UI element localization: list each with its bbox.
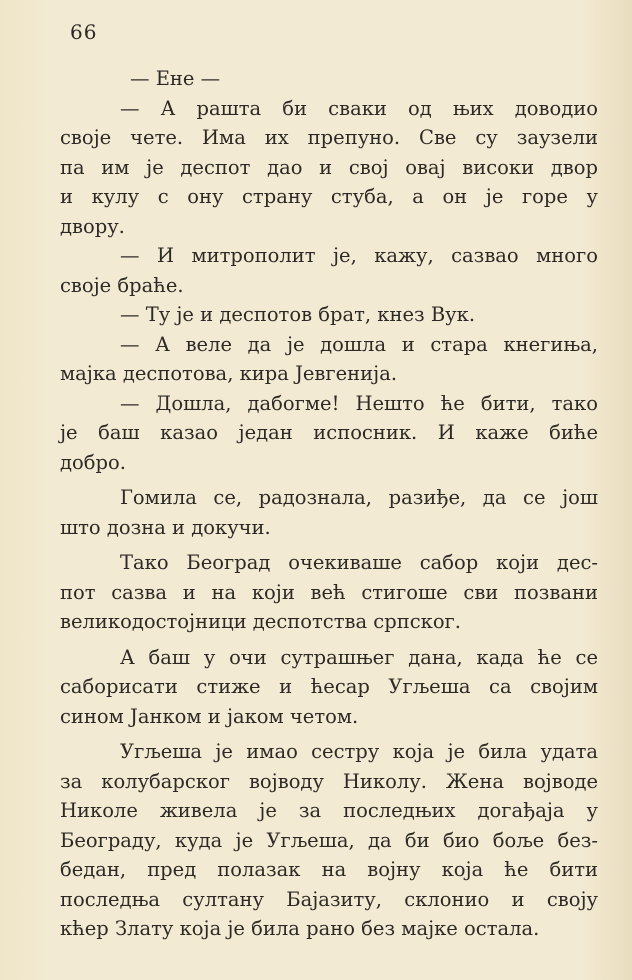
text-line: А баш у очи сутрашњег дана, када ће се <box>120 645 598 669</box>
text-line: па им је деспот дао и свој овај високи двор <box>60 155 598 179</box>
text-line: Гомила се, радознала, разиђе, да се још <box>120 486 598 509</box>
text-line: великодостојници деспотства српског. <box>60 610 461 633</box>
text-line: и кулу с ону страну стуба, а он је горе у <box>60 185 598 208</box>
text-line: — Дошла, дабогме! Нешто ће бити, тако <box>120 391 598 415</box>
text-line: сином Јанком и јаком четом. <box>60 704 359 728</box>
text-line: саборисати стиже и ћесар Угљеша са својим <box>60 675 598 698</box>
text-line: мајка деспотова, кира Јевгенија. <box>60 362 398 385</box>
text-line: двору. <box>60 214 125 238</box>
text-line: своје браће. <box>60 273 184 297</box>
text-line: Угљеша је имао сестру која је била удата <box>120 740 598 763</box>
text-line: — Ене — <box>130 67 221 90</box>
text-line: — И митрополит је, кажу, сазвао много <box>120 244 598 267</box>
text-line: кћер Злату која је била рано без мајке остала. <box>60 917 540 940</box>
text-line: Николе живела је за последњих догађаја у <box>60 799 598 822</box>
text-line: Београду, куда је Угљеша, да би био боље без- <box>60 828 598 852</box>
text-line: последња султану Бајазиту, склонио и своју <box>60 887 598 911</box>
text-line: што дозна и докучи. <box>60 515 271 539</box>
text-line: своје чете. Има их препуно. Све су заузели <box>60 126 598 149</box>
body-text <box>60 64 598 944</box>
text-line: је баш казао један испосник. И каже биће <box>60 421 598 444</box>
text-line: — Ту је и деспотов брат, кнез Вук. <box>120 303 476 326</box>
text-line: пот сазва и на који већ стигоше сви позвани <box>60 580 598 604</box>
text-line: добро. <box>60 450 126 474</box>
text-line: за колубарског војводу Николу. Жена војводе <box>60 769 598 793</box>
text-line: — А рашта би сваки од њих доводио <box>120 96 598 120</box>
text-line: — А веле да је дошла и стара кнегиња, <box>120 332 598 356</box>
text-line: Тако Београд очекиваше сабор који дес- <box>120 551 598 574</box>
text-line: бедан, пред полазак на војну која ће бити <box>60 858 598 881</box>
page-number: 66 <box>70 20 98 44</box>
